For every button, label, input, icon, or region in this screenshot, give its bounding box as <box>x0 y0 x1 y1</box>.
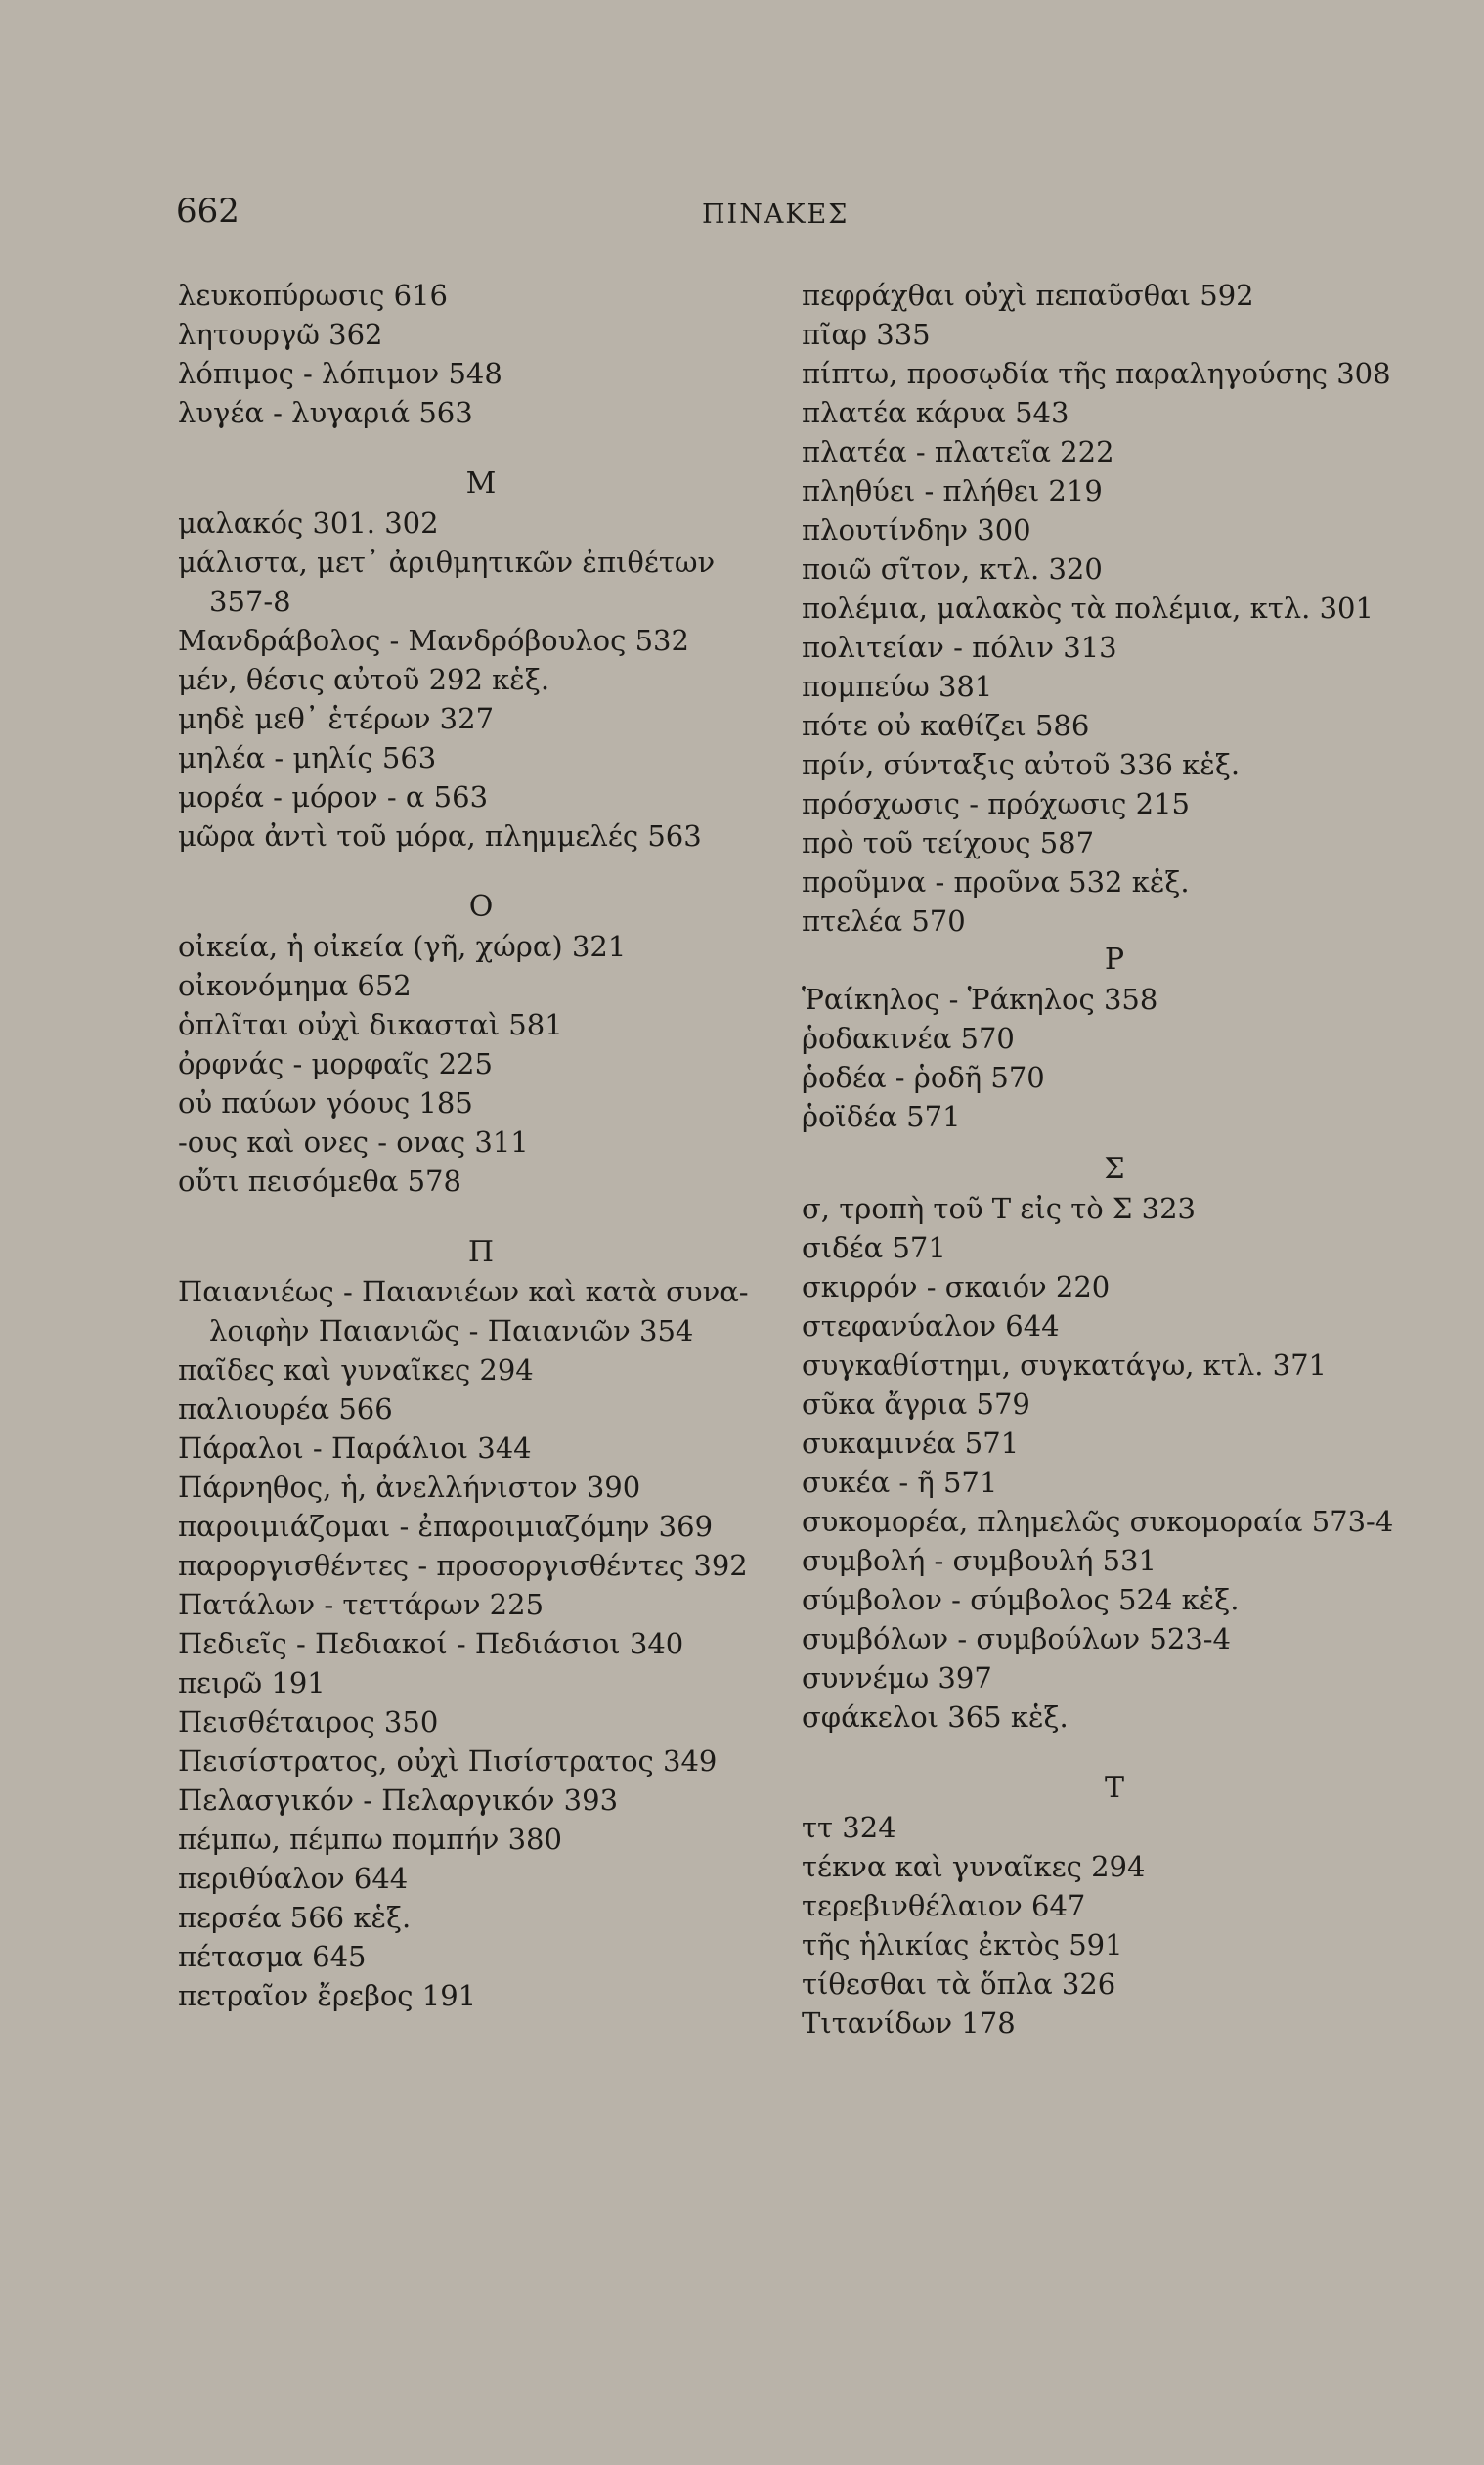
running-title: ΠΙΝΑΚΕΣ <box>702 199 850 230</box>
index-entry: μαλακός 301. 302 <box>178 506 439 540</box>
index-entry: πέτασμα 645 <box>178 1940 367 1973</box>
index-entry: Πελασγικόν - Πελαργικόν 393 <box>178 1783 619 1817</box>
index-entry: Πεισθέταιρος 350 <box>178 1705 439 1739</box>
index-entry: συκέα - ῆ 571 <box>802 1466 998 1499</box>
index-entry: λητουργῶ 362 <box>178 318 383 351</box>
index-entry: μῶρα ἀντὶ τοῦ μόρα, πλημμελές 563 <box>178 819 702 853</box>
index-entry: παῖδες καὶ γυναῖκες 294 <box>178 1353 534 1387</box>
index-entry: ὁπλῖται οὐχὶ δικασταὶ 581 <box>178 1008 563 1041</box>
index-entry: οἰκονόμημα 652 <box>178 969 412 1002</box>
index-entry: μηλέα - μηλίς 563 <box>178 741 437 774</box>
index-entry: πλατέα κάρυα 543 <box>802 396 1069 429</box>
section-letter-t: T <box>1104 1771 1124 1805</box>
index-entry: Πάραλοι - Παράλιοι 344 <box>178 1431 532 1465</box>
index-entry: σύμβολον - σύμβολος 524 κἑξ. <box>802 1583 1240 1616</box>
index-entry: πρίν, σύνταξις αὐτοῦ 336 κἑξ. <box>802 748 1241 781</box>
index-entry: σῦκα ἄγρια 579 <box>802 1387 1030 1421</box>
index-entry: πλατέα - πλατεῖα 222 <box>802 435 1114 468</box>
page-number: 662 <box>176 192 240 231</box>
index-entry: ττ 324 <box>802 1811 896 1844</box>
section-gap <box>802 1136 1427 1150</box>
section-letter-s: Σ <box>1104 1152 1125 1186</box>
index-column-left <box>178 276 784 2015</box>
index-entry: πέμπω, πέμπω πομπήν 380 <box>178 1823 562 1856</box>
index-entry: τέκνα καὶ γυναῖκες 294 <box>802 1850 1146 1883</box>
index-entry: πότε οὐ καθίζει 586 <box>802 709 1090 742</box>
index-entry: Πεδιεῖς - Πεδιακοί - Πεδιάσιοι 340 <box>178 1627 684 1660</box>
index-entry: τίθεσθαι τὰ ὅπλα 326 <box>802 1967 1116 2001</box>
section-gap <box>802 1737 1427 1769</box>
index-entry: Τιτανίδων 178 <box>802 2006 1016 2040</box>
index-entry: προῦμνα - προῦνα 532 κἑξ. <box>802 865 1190 899</box>
index-entry: σ, τροπὴ τοῦ Τ εἰς τὸ Σ 323 <box>802 1192 1196 1225</box>
index-entry: πίπτω, προσῳδία τῆς παραληγούσης 308 <box>802 357 1391 390</box>
index-entry: πομπεύω 381 <box>802 670 993 703</box>
index-entry: συγκαθίστημι, συγκατάγω, κτλ. 371 <box>802 1348 1328 1382</box>
index-entry: τερεβινθέλαιον 647 <box>802 1889 1086 1922</box>
index-entry: πετραῖον ἔρεβος 191 <box>178 1979 477 2012</box>
index-entry: ποιῶ σῖτον, κτλ. 320 <box>802 552 1103 586</box>
index-entry: πρόσχωσις - πρόχωσις 215 <box>802 787 1190 820</box>
index-entry-continuation: λοιφὴν Παιανιῶς - Παιανιῶν 354 <box>209 1314 694 1347</box>
index-entry: σφάκελοι 365 κἑξ. <box>802 1700 1069 1734</box>
index-entry: πολέμια, μαλακὸς τὰ πολέμια, κτλ. 301 <box>802 592 1374 625</box>
index-entry: οὐ παύων γόους 185 <box>178 1086 473 1120</box>
index-entry: πεφράχθαι οὐχὶ πεπαῦσθαι 592 <box>802 279 1254 312</box>
index-entry: πρὸ τοῦ τείχους 587 <box>802 826 1095 859</box>
index-entry: ὀρφνάς - μορφαῖς 225 <box>178 1047 493 1080</box>
index-entry: λυγέα - λυγαριά 563 <box>178 396 473 429</box>
index-entry: ῥοϊδέα 571 <box>802 1100 961 1133</box>
index-entry: παλιουρέα 566 <box>178 1392 393 1426</box>
index-entry: πτελέα 570 <box>802 904 966 938</box>
index-entry: Μανδράβολος - Μανδρόβουλος 532 <box>178 624 689 657</box>
index-entry: οὔτι πεισόμεθα 578 <box>178 1165 461 1198</box>
section-gap <box>178 856 784 888</box>
section-gap <box>178 1201 784 1233</box>
index-entry: συκομορέα, πλημελῶς συκομοραία 573-4 <box>802 1505 1394 1538</box>
index-entry: Παιανιέως - Παιανιέων καὶ κατὰ συνα- <box>178 1275 749 1308</box>
index-entry: ῥοδακινέα 570 <box>802 1022 1015 1055</box>
index-entry: συμβόλων - συμβούλων 523-4 <box>802 1622 1231 1655</box>
index-entry-continuation: 357-8 <box>209 585 291 618</box>
index-entry: παροργισθέντες - προσοργισθέντες 392 <box>178 1549 748 1582</box>
index-entry: λόπιμος - λόπιμον 548 <box>178 357 502 390</box>
section-gap <box>178 432 784 464</box>
section-letter-m: M <box>465 466 497 501</box>
section-letter-p: Π <box>467 1235 495 1269</box>
index-entry: πῖαρ 335 <box>802 318 931 351</box>
section-letter-o: O <box>468 890 494 924</box>
index-entry: Πάρνηθος, ἡ, ἀνελλήνιστον 390 <box>178 1471 641 1504</box>
index-entry: Ῥαίκηλος - Ῥάκηλος 358 <box>802 983 1158 1016</box>
index-entry: πολιτείαν - πόλιν 313 <box>802 631 1117 664</box>
index-entry: λευκοπύρωσις 616 <box>178 279 448 312</box>
index-entry: μηδὲ μεθ᾽ ἑτέρων 327 <box>178 702 495 735</box>
index-entry: Πατάλων - τεττάρων 225 <box>178 1588 545 1621</box>
index-entry: περιθύαλον 644 <box>178 1862 409 1895</box>
index-entry: περσέα 566 κἑξ. <box>178 1901 412 1934</box>
index-entry: συννέμω 397 <box>802 1661 992 1695</box>
index-entry: στεφανύαλον 644 <box>802 1309 1060 1343</box>
index-entry: πειρῶ 191 <box>178 1666 326 1699</box>
index-entry: οἰκεία, ἡ οἰκεία (γῆ, χώρα) 321 <box>178 930 627 963</box>
index-entry: μάλιστα, μετ᾽ ἀριθμητικῶν ἐπιθέτων <box>178 546 716 579</box>
index-entry: σκιρρόν - σκαιόν 220 <box>802 1270 1111 1303</box>
index-entry: συμβολή - συμβουλή 531 <box>802 1544 1157 1577</box>
index-entry: πλουτίνδην 300 <box>802 513 1031 547</box>
index-entry: τῆς ἡλικίας ἐκτὸς 591 <box>802 1928 1123 1961</box>
index-entry: παροιμιάζομαι - ἐπαροιμιαζόμην 369 <box>178 1510 714 1543</box>
index-entry: μορέα - μόρον - α 563 <box>178 780 489 814</box>
index-entry: ῥοδέα - ῥοδῆ 570 <box>802 1061 1045 1094</box>
index-entry: Πεισίστρατος, οὐχὶ Πισίστρατος 349 <box>178 1744 718 1778</box>
index-entry: μέν, θέσις αὐτοῦ 292 κἑξ. <box>178 663 550 696</box>
section-letter-r: P <box>1104 943 1125 977</box>
index-entry: σιδέα 571 <box>802 1231 946 1264</box>
index-entry: συκαμινέα 571 <box>802 1427 1020 1460</box>
index-entry: πληθύει - πλήθει 219 <box>802 474 1103 507</box>
index-column-right <box>802 276 1427 2043</box>
index-entry: -ους καὶ ονες - ονας 311 <box>178 1125 529 1159</box>
